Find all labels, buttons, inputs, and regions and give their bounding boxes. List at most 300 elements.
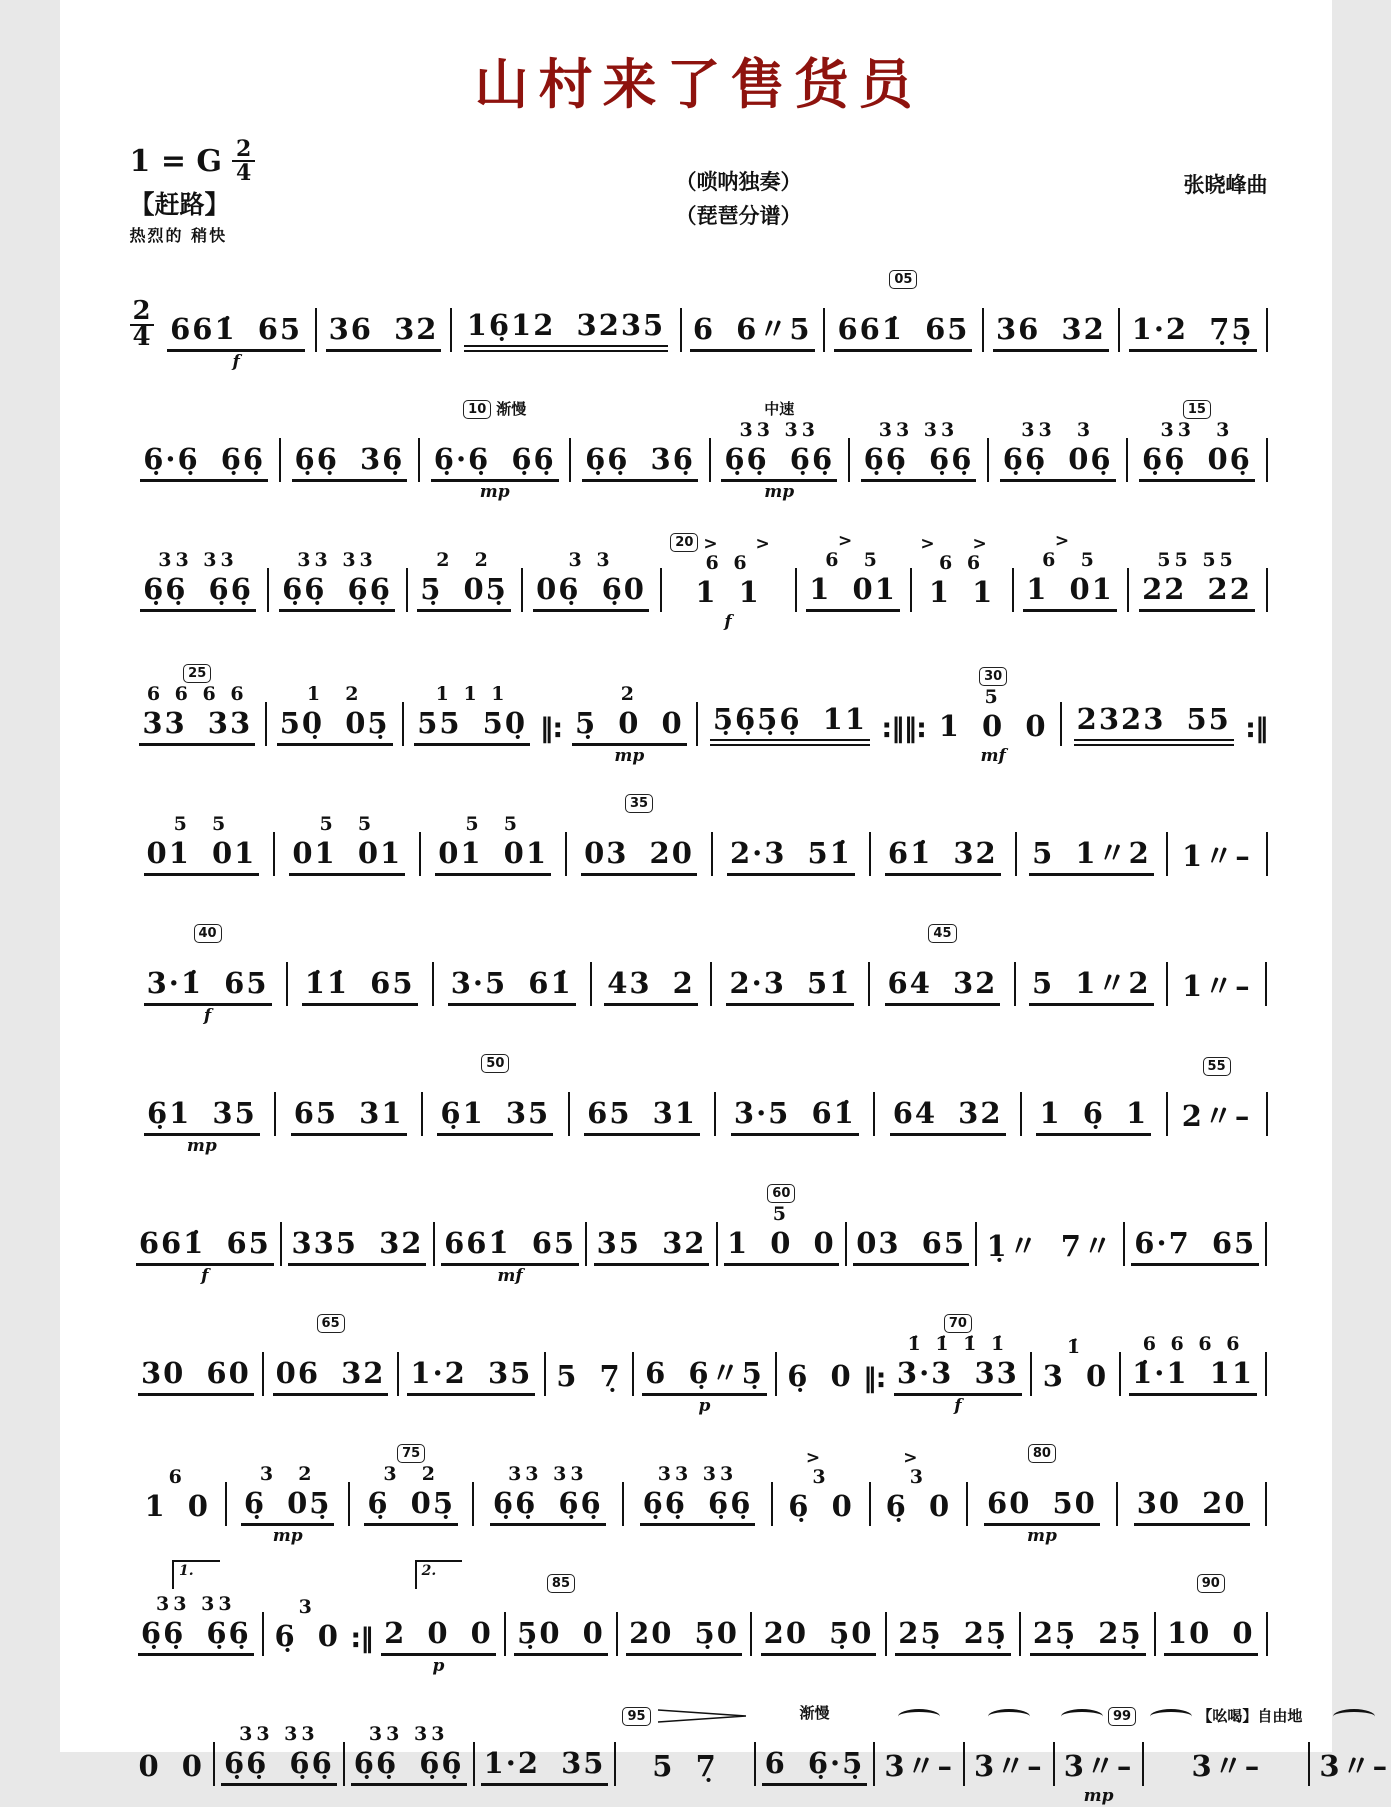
dynamic-mark: mp [1083, 1786, 1114, 1806]
measure [275, 780, 419, 897]
measure-annotations [429, 1040, 562, 1073]
tempo-mark: 渐慢 [799, 1704, 830, 1722]
measure [716, 1040, 873, 1157]
notes: 0 0 [138, 1749, 204, 1783]
upper-voice [974, 1463, 1110, 1486]
measure-number-box: 10 [463, 400, 491, 419]
upper-voice [323, 289, 445, 312]
measure-annotations [282, 1040, 415, 1073]
measure-annotations [356, 1430, 466, 1463]
measure-annotations [877, 780, 1009, 813]
notes: 5̣ 05̣ [417, 572, 511, 612]
measure-annotations [270, 1563, 344, 1596]
notes: 60 50 [984, 1486, 1100, 1526]
measure-annotations [136, 1040, 269, 1073]
measure-annotations [881, 1040, 1014, 1073]
measure [825, 256, 982, 373]
upper-voice [719, 813, 863, 836]
dynamic-mark [287, 482, 412, 503]
measure-annotations [876, 910, 1008, 943]
meter [232, 136, 255, 186]
measure-number-box: 15 [1183, 400, 1211, 419]
measure-annotations [1131, 1170, 1259, 1203]
barline: :‖ [1245, 713, 1268, 744]
dynamic-mark [1022, 1006, 1160, 1027]
notes: 1 01 [806, 572, 900, 612]
measure-annotations [351, 1690, 467, 1723]
measure-annotations [688, 256, 817, 289]
dynamic-mark [758, 1656, 879, 1677]
score-header [129, 136, 1268, 246]
measure-annotations [722, 1040, 867, 1073]
measure-annotations [136, 910, 280, 943]
measure-annotations [529, 516, 654, 549]
notes: 2 0 0 [381, 1616, 496, 1656]
measure [130, 1170, 281, 1287]
measure [474, 1430, 622, 1547]
measure-annotations [918, 519, 1006, 552]
slur-arc [1333, 1709, 1375, 1724]
dynamic-mark [275, 612, 400, 633]
upper-voice: 3 2 [259, 1463, 316, 1485]
measure [1121, 1300, 1266, 1417]
measure-annotations [1068, 646, 1239, 679]
notes: 6̣1 35 [144, 1096, 260, 1136]
notes: 25̣ 25̣ [1030, 1616, 1146, 1656]
upper-voice [481, 1723, 609, 1746]
measure [1128, 386, 1265, 503]
measure-number-box: 65 [317, 1314, 345, 1333]
dynamic-mark [427, 876, 559, 897]
dynamic-mark [288, 1266, 427, 1287]
measure-annotations [598, 910, 705, 943]
measure-annotations [593, 1170, 709, 1203]
notes: 6 6〃5 [690, 312, 815, 352]
measure-number-box: 30 [979, 667, 1007, 686]
notes: 6̣6̣ 06̣ [1139, 442, 1255, 482]
measure [399, 1300, 544, 1417]
notes: 661̇ 65 [441, 1226, 579, 1266]
upper-voice [718, 943, 862, 966]
dynamic-mark [1038, 1396, 1112, 1417]
barline: ‖: [539, 713, 563, 744]
measure-annotations [136, 1300, 257, 1333]
measure-annotations [995, 386, 1120, 419]
upper-voice [1068, 679, 1239, 702]
measure-number-box: 35 [625, 794, 653, 813]
notes: 5 7̣ [652, 1749, 718, 1783]
measure-annotations [893, 1560, 1014, 1593]
dynamic-mark: mf [980, 746, 1006, 766]
measure [288, 910, 432, 1027]
notes: 6 6̣·5̣ [762, 1746, 868, 1786]
upper-voice: 1 2 [306, 683, 363, 705]
measure [1168, 1043, 1266, 1157]
measure-annotations [136, 1170, 275, 1203]
measure [713, 780, 869, 897]
measure [618, 1560, 751, 1677]
system [130, 646, 1268, 767]
dynamic-mark: p [698, 1396, 711, 1416]
upper-voice [429, 1073, 562, 1096]
barline [1266, 438, 1268, 482]
dynamic-mark [1174, 876, 1259, 897]
upper-voice [573, 813, 705, 836]
measure-annotations [1316, 1693, 1391, 1726]
notes: 1̇·1 11 [1129, 1356, 1257, 1396]
measure-annotations [480, 1430, 616, 1463]
dynamic-mark [990, 352, 1112, 373]
upper-voice [640, 1333, 769, 1356]
measure-annotations [724, 1170, 839, 1203]
upper-voice: 3 3 [568, 549, 614, 571]
measure [1021, 1560, 1154, 1677]
notes: 6 6̣〃5̣ [642, 1356, 767, 1396]
notes: 6̣1 35 [437, 1096, 553, 1136]
upper-voice: 6 6 6 6 [1142, 1333, 1244, 1355]
measure [624, 1430, 772, 1547]
dynamic-mark [1131, 1266, 1259, 1287]
upper-voice: 33 33 [878, 419, 959, 441]
measure-annotations [1127, 1300, 1260, 1333]
upper-voice [294, 943, 426, 966]
measure [847, 1170, 975, 1287]
dynamic-mark [136, 876, 268, 897]
notes: 5 1〃2 [1029, 966, 1154, 1006]
measure-annotations [831, 256, 976, 289]
measure-number-box: 55 [1203, 1057, 1231, 1076]
upper-voice: 33 33 [657, 1463, 738, 1485]
measure [1168, 783, 1265, 897]
measure [682, 256, 823, 373]
upper-voice [1124, 1463, 1260, 1486]
measure [1017, 780, 1166, 897]
notes: 5 1〃2 [1029, 836, 1154, 876]
measure [130, 1040, 275, 1157]
measure [269, 516, 406, 633]
dynamic-mark [512, 1656, 609, 1677]
measure [452, 252, 679, 373]
notes: 6̣6̣ 6̣6̣ [140, 572, 256, 612]
dynamic-mark [351, 1786, 467, 1807]
measure [562, 650, 696, 767]
measure-annotations [294, 910, 426, 943]
dynamic-mark: f [203, 1006, 212, 1026]
upper-voice [1022, 943, 1160, 966]
notes: 5̣6̣5̣6̣ 11 [710, 702, 870, 746]
dynamic-mark [1020, 612, 1121, 633]
score-title: 山村来了售货员 [474, 53, 923, 116]
measure-annotations [552, 1303, 626, 1336]
measure-annotations [441, 1170, 580, 1203]
upper-voice: 2 2 [436, 549, 492, 571]
slur-arc [898, 1709, 940, 1724]
measure [662, 519, 795, 633]
dynamic-mark [918, 612, 1006, 633]
meter-denominator: 4 [236, 160, 252, 186]
upper-voice: 1̇ 1̇ 1̇ 1̇ [907, 1333, 1009, 1355]
upper-voice [1027, 1593, 1148, 1616]
upper-voice [881, 1726, 957, 1749]
notes: 65 31 [291, 1096, 407, 1136]
measure [373, 1560, 505, 1677]
dynamic-mark [877, 876, 1009, 897]
measure [965, 1693, 1053, 1807]
notes: 03 20 [581, 836, 697, 876]
meter-numerator: 2 [232, 139, 255, 162]
measure-annotations [630, 1430, 766, 1463]
measure [130, 910, 286, 1027]
measure-annotations [287, 386, 412, 419]
dynamic-mark [831, 352, 976, 373]
upper-voice [1150, 1726, 1302, 1749]
measure-annotations [1174, 1043, 1260, 1076]
upper-voice: 33 33 [368, 1723, 449, 1745]
notes: 3〃– [1319, 1749, 1390, 1783]
measure [570, 1040, 715, 1157]
measure-annotations [779, 1433, 862, 1466]
notes: 661̇ 65 [167, 312, 305, 352]
upper-voice [287, 419, 412, 442]
measure-annotations [136, 780, 268, 813]
dynamic-mark [414, 612, 515, 633]
measure-number-box: 95 [622, 1707, 650, 1726]
measure-annotations [877, 1433, 960, 1466]
measure [875, 1040, 1020, 1157]
measure [968, 1430, 1116, 1547]
measure [1144, 1693, 1308, 1807]
notes: 3〃– [1191, 1749, 1262, 1783]
notes: 6̣·6̣ 6̣6̣ [431, 442, 559, 482]
upper-voice: 5 5 [465, 813, 521, 835]
measure [475, 1690, 615, 1807]
barline [1265, 962, 1267, 1006]
measure-annotations [783, 1303, 857, 1336]
upper-voice: 6 5 [1042, 549, 1098, 571]
measure-annotations [426, 386, 563, 419]
dynamic-mark [877, 1526, 960, 1547]
upper-voice [893, 1593, 1014, 1616]
measure-annotations [1022, 910, 1160, 943]
upper-voice [426, 419, 563, 442]
dynamic-mark [856, 482, 981, 503]
upper-voice [876, 943, 1008, 966]
notes: 661̇ 65 [136, 1226, 274, 1266]
notes: 6̣ 05̣ [241, 1486, 335, 1526]
notes: 6̣6̣ 6̣6̣ [861, 442, 977, 482]
slur-arc [1150, 1709, 1192, 1724]
dynamic-mark [704, 746, 875, 767]
notes: 1 0 0 [938, 709, 1048, 743]
dynamic-mark [481, 1786, 609, 1807]
notes: 6̣6̣ 6̣6̣ [351, 1746, 467, 1786]
upper-voice [1174, 946, 1259, 969]
dynamic-mark [458, 352, 673, 373]
barline: :‖ [350, 1623, 373, 1654]
measure [130, 650, 265, 767]
measure [276, 1040, 421, 1157]
dynamic-mark [1174, 1136, 1260, 1157]
notes: 5̣0 0 [514, 1616, 608, 1656]
measure-annotations [576, 1040, 709, 1073]
measure-annotations [1126, 256, 1260, 289]
upper-voice [136, 1203, 275, 1226]
measure-annotations [379, 1560, 499, 1593]
measure-number-box: 45 [928, 924, 956, 943]
measure-annotations [719, 780, 863, 813]
system [130, 386, 1268, 503]
measure [718, 1170, 845, 1287]
notes: 25̣ 25̣ [895, 1616, 1011, 1656]
notes: 1̣〃 7〃 [986, 1229, 1114, 1263]
measure [130, 1560, 263, 1677]
notes: 6̣·6̣ 6̣6̣ [140, 442, 268, 482]
measure-annotations [856, 386, 981, 419]
upper-voice [622, 1726, 747, 1749]
upper-voice [136, 1073, 269, 1096]
upper-voice [881, 1073, 1014, 1096]
barline [1266, 1612, 1268, 1656]
notes: 3·5 61̇ [731, 1096, 859, 1136]
measure-annotations [273, 650, 396, 683]
dynamic-mark [719, 876, 863, 897]
notes: 3〃– [884, 1749, 954, 1783]
measure-annotations [1124, 1430, 1260, 1463]
upper-voice [1061, 1726, 1137, 1749]
barline [1265, 1352, 1267, 1396]
system [130, 1170, 1268, 1287]
notes: 3·3 33 [894, 1356, 1022, 1396]
measure [434, 910, 590, 1027]
measure [1016, 910, 1166, 1027]
measure-annotations [568, 650, 690, 683]
measure [215, 1690, 343, 1807]
measure [797, 516, 910, 633]
dynamic-mark: f [954, 1396, 962, 1416]
notes: 1 6̣ 1 [1036, 1096, 1151, 1136]
measure [870, 910, 1014, 1027]
notes: 43 2 [604, 966, 698, 1006]
system [130, 1300, 1268, 1417]
measure [408, 516, 521, 633]
notes: 6̣6̣ 6̣6̣ [721, 442, 837, 482]
measure [871, 780, 1015, 897]
upper-voice [576, 1073, 709, 1096]
upper-voice: 3 2 [383, 1463, 440, 1485]
dynamic-mark [881, 1786, 957, 1807]
notes: 1 1 [695, 575, 761, 609]
notes: 661̇ 65 [834, 312, 972, 352]
upper-voice [598, 943, 705, 966]
notes: 3·1̇ 65 [144, 966, 272, 1006]
upper-voice [593, 1203, 709, 1226]
upper-voice: 33 33 [158, 549, 238, 571]
dynamic-mark [593, 1266, 709, 1287]
dynamic-mark: p [432, 1656, 445, 1676]
dynamic-mark: f [724, 612, 732, 632]
measure [158, 256, 315, 373]
measure-annotations [622, 1693, 747, 1726]
measure-annotations [803, 516, 904, 549]
measure [592, 910, 711, 1027]
notes: 6̣6̣ 06̣ [1000, 442, 1116, 482]
measure [1022, 1040, 1166, 1157]
measure-annotations [1038, 1303, 1112, 1336]
dynamic-mark [270, 1396, 391, 1417]
measure-annotations [971, 1693, 1047, 1726]
dynamic-mark [853, 1266, 969, 1287]
measure-number-box: 05 [889, 270, 917, 289]
dynamic-mark: mp [186, 1136, 217, 1156]
measure-annotations [974, 1430, 1110, 1463]
barline: :‖‖: [881, 713, 926, 744]
dynamic-mark [803, 612, 904, 633]
notes: 5 7̣ [556, 1359, 622, 1393]
dynamic-mark [440, 1006, 584, 1027]
measure [616, 1693, 753, 1807]
upper-voice [512, 1593, 609, 1616]
measure-annotations [983, 1173, 1117, 1206]
measure [977, 1173, 1123, 1287]
upper-voice [1131, 1203, 1259, 1226]
measure-number-box: 90 [1197, 1574, 1225, 1593]
upper-voice [458, 285, 673, 308]
dynamic-mark [783, 1396, 857, 1417]
measure [546, 1303, 632, 1417]
system [130, 252, 1268, 373]
upper-voice [1174, 1076, 1260, 1099]
dynamic-mark [1027, 1656, 1148, 1677]
measure-annotations [718, 910, 862, 943]
barline: ‖: [863, 1363, 886, 1394]
measure-number-box: 20 [670, 533, 698, 552]
measure-annotations [1134, 386, 1259, 419]
dynamic-mark [688, 352, 817, 373]
dynamic-mark [724, 1266, 839, 1287]
notes: 1·2 35 [407, 1356, 535, 1396]
upper-voice: 5 5 [173, 813, 230, 835]
measure [1062, 646, 1245, 767]
upper-voice [990, 289, 1112, 312]
measure-annotations [758, 1560, 879, 1593]
dynamic-mark [410, 746, 533, 767]
dynamic-mark [1068, 746, 1239, 767]
notes: 6̣ 0 [885, 1489, 952, 1523]
dynamic-mark [1028, 1136, 1160, 1157]
upper-voice: 33 3 [1021, 419, 1095, 441]
notes: 1̇1̇ 65 [302, 966, 418, 1006]
dynamic-mark [136, 482, 273, 503]
expression-mark: 热烈的 稍快 [129, 226, 228, 245]
notes: 6·7 65 [1131, 1226, 1259, 1266]
measure-annotations [1174, 783, 1259, 816]
notes: 50̣ 05̣ [277, 706, 393, 746]
upper-voice: 55 55 [1157, 549, 1237, 571]
notes: 335 32 [288, 1226, 426, 1266]
dynamic-mark [971, 1786, 1047, 1807]
subtitle-part: （琵琶分谱） [675, 204, 802, 228]
upper-voice [1023, 813, 1160, 836]
notes: 06 32 [273, 1356, 389, 1396]
measure [850, 386, 987, 503]
measure-annotations [668, 519, 789, 552]
time-signature-denominator: 4 [132, 322, 151, 352]
notes: 20 5̣0 [626, 1616, 742, 1656]
composer: 张晓峰曲 [1183, 173, 1268, 197]
notes: 6̣6̣ 6̣6̣ [490, 1486, 606, 1526]
measure-annotations [136, 386, 273, 419]
upper-voice [624, 1593, 745, 1616]
